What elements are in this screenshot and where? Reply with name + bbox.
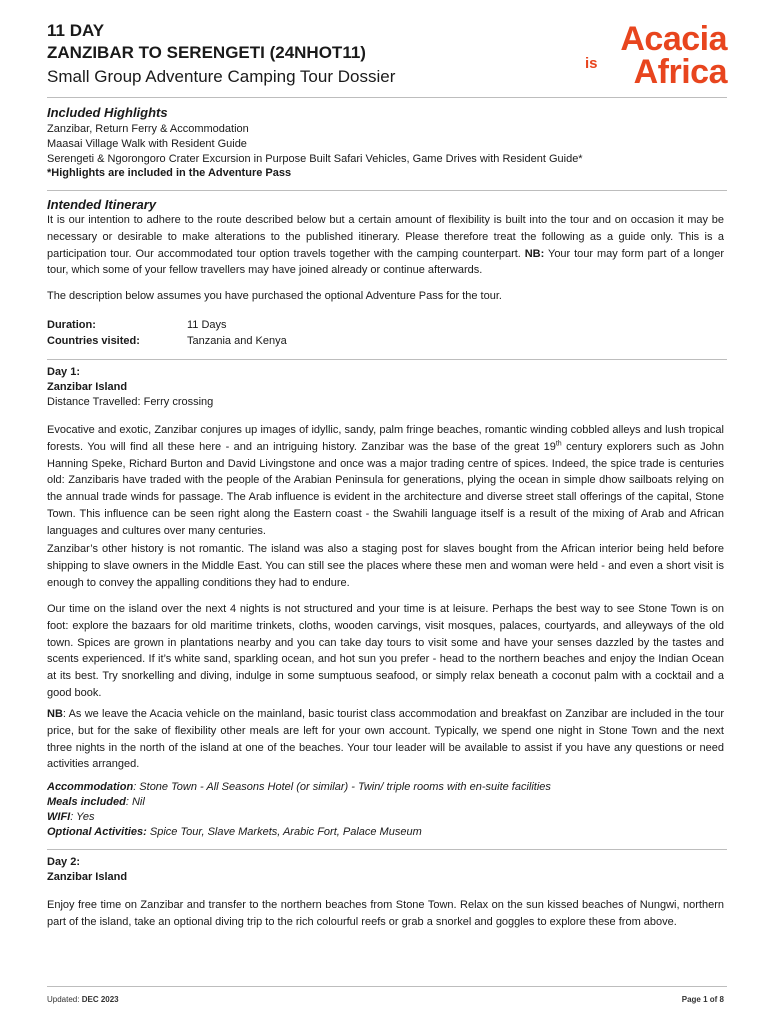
adventure-pass-note: The description below assumes you have purchased the optional Adventure Pass for the tour. [47,290,502,302]
day1-p1-text-cont: century explorers such as John Hanning Speke, Richard Burton and David Livingstone and once was a major trading centre of spices. Indeed, the spice trade is centuries old: Zanzibaris have traded with the people of the Arabian Peninsula for generations, plying the ocean in simple dhow sailboats relying on the annual trade winds for passage. The Arab influence is evident in the architecture and diverse street stall offerings of the capital, Stone Town. This influence can be seen right along the Eastern coast - the Swahili language itself is a result of the mixing of Arab and African languages and cultures over many centuries. [47,440,724,537]
meals-label: Meals included [47,796,126,808]
logo-word-acacia: Acacia [620,20,727,58]
nb-label: NB [47,708,63,720]
day1-paragraph-4 [47,706,724,773]
meals-line [47,795,145,810]
highlights-note: *Highlights are included in the Adventure Pass [47,167,292,179]
logo-word-is: is [585,55,598,72]
day2-heading: Day 2: [47,856,81,868]
day1-p4-text: : As we leave the Acacia vehicle on the mainland, basic tourist class accommodation and breakfast on Zanzibar are included in the tour price, but for the sake of flexibility other meals are left for your own account. Typically, we spend one night in Stone Town and the next three nights in the north of the island at one of the beaches. Your tour leader will be available to assist if you have any questions or need activities arranged. [47,708,724,771]
acacia-africa-logo [585,22,727,90]
itinerary-intro [47,212,724,279]
updated-value: DEC 2023 [81,995,119,1004]
wifi-value: : Yes [70,811,95,823]
day1-heading: Day 1: [47,366,81,378]
duration-label: Duration: [47,319,96,331]
footer-divider [47,986,727,987]
meals-value: : Nil [125,796,145,808]
optional-activities-label: Optional Activities: [47,826,147,838]
highlight-item: Serengeti & Ngorongoro Crater Excursion in Purpose Built Safari Vehicles, Game Drives with Resident Guide* [47,153,583,165]
day1-distance: Distance Travelled: Ferry crossing [47,396,214,408]
intro-text-end: Your tour may form part of a longer tour, which some of your fellow travellers may have joined already or continue afterwards. [47,247,724,277]
nb-label: NB: [524,247,545,260]
day1-paragraph-2: Zanzibar’s other history is not romantic. The island was also a staging post for slaves bought from the African interior being held before shipping to slave owners in the Middle East. You can still see the places where these men and woman were held - and even a short visit is enough to convey the appalling conditions they had to endure. [47,543,724,589]
accommodation-line [47,780,551,795]
day1-place: Zanzibar Island [47,381,128,393]
divider [47,359,727,360]
intro-text: It is our intention to adhere to the route described below but a certain amount of flexibility is built into the tour and on occasion it may be necessary or desirable to make alterations to the published itinerary. Please therefore treat the following as a guide only. This is a participation tour. Our accommodated tour option travels together with the camping counterpart. [47,214,724,260]
title-line-2: ZANZIBAR TO SERENGETI (24NHOT11) [47,43,366,62]
day1-paragraph-1 [47,422,724,540]
day1-p1-text: Evocative and exotic, Zanzibar conjures up images of idyllic, sandy, palm fringe beaches, romantic winding cobbled alleys and lush tropical forests. You will find all these here - and an intriguing history. Zanzibar was the base of the great 19 [47,424,724,453]
highlights-heading: Included Highlights [47,105,168,120]
day2-place: Zanzibar Island [47,871,128,883]
accommodation-label: Accommodation [47,781,134,793]
highlight-item: Maasai Village Walk with Resident Guide [47,138,247,150]
logo-word-africa: Africa [633,53,727,91]
wifi-line [47,810,94,825]
day1-paragraph-3: Our time on the island over the next 4 nights is not structured and your time is at leisure. Perhaps the best way to see Stone Town is on foot: explore the bazaars for old maritime trinkets, cloths, wooden carvings, visit mosques, palaces, courtyards, and alleyways of the old town. Spices are grown in plantations nearby and you can take day tours to visit some and have your senses dazzled by the tastes and scents experienced. If it’s white sand, sparkling ocean, and hot sun you prefer - head to the northern beaches and enjoy the Indian Ocean at its best. Try snorkelling and diving, indulge in some sumptuous seafood, or simply relax beneath a coconut palm with a cocktail and a good book. [47,603,724,699]
countries-label: Countries visited: [47,335,140,347]
highlight-item: Zanzibar, Return Ferry & Accommodation [47,123,249,135]
wifi-label: WIFI [47,811,71,823]
updated-label: Updated: [47,995,82,1004]
title-line-1: 11 DAY [47,21,105,40]
divider [47,849,727,850]
header [47,20,727,96]
optional-activities-line [47,825,422,840]
subtitle: Small Group Adventure Camping Tour Dossier [47,67,396,86]
page-number: Page 1 of 8 [681,995,724,1004]
divider [47,190,727,191]
footer-updated [47,995,119,1005]
day2-paragraph-1: Enjoy free time on Zanzibar and transfer to the northern beaches from Stone Town. Relax on the sun kissed beaches of Nungwi, northern part of the island, take an optional diving trip to the rich colourful reefs or grab a snorkel and goggles to explore these from above. [47,899,724,928]
optional-activities-value: Spice Tour, Slave Markets, Arabic Fort, Palace Museum [146,826,422,838]
countries-value: Tanzania and Kenya [187,335,287,347]
itinerary-heading: Intended Itinerary [47,197,157,212]
duration-value: 11 Days [187,319,227,331]
divider [47,97,727,98]
superscript-th: th [555,440,562,448]
accommodation-value: : Stone Town - All Seasons Hotel (or similar) - Twin/ triple rooms with en-suite facilities [133,781,551,793]
